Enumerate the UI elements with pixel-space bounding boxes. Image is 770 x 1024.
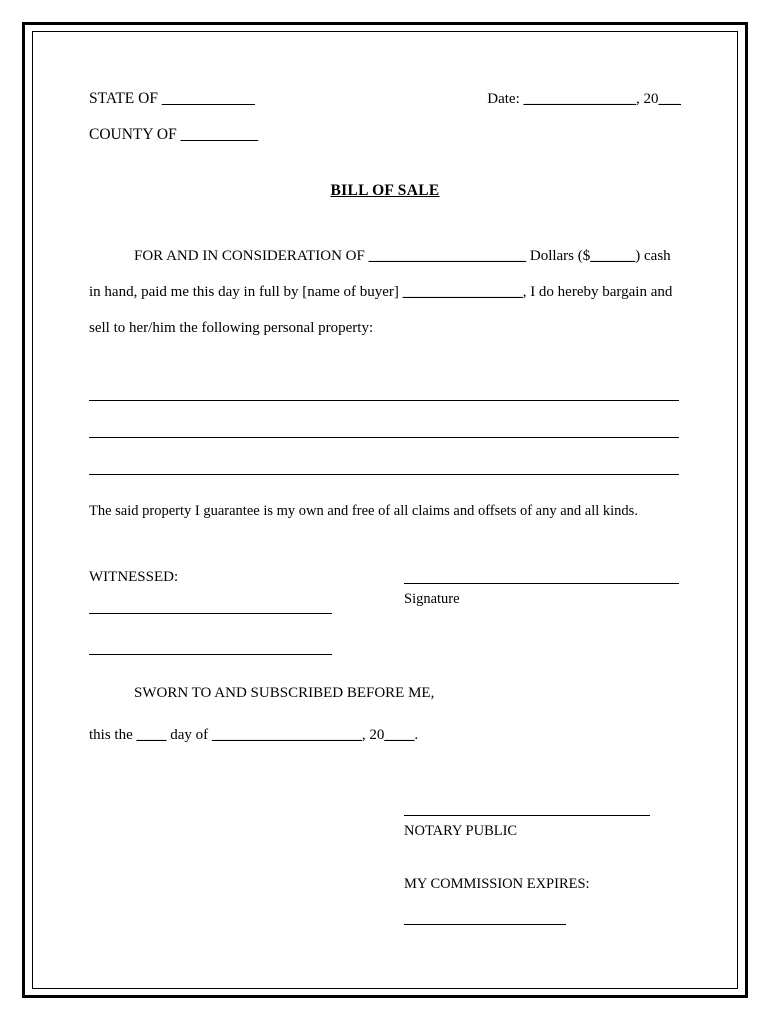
document-title: BILL OF SALE	[330, 182, 440, 199]
buyer-line-pre: in hand, paid me this day in full by [name of buyer]	[89, 284, 399, 300]
county-blank: __________	[180, 126, 259, 143]
witnessed-label: WITNESSED:	[89, 569, 179, 585]
property-intro-line: sell to her/him the following personal property:	[89, 320, 374, 336]
property-line-2	[89, 401, 679, 438]
date-label: Date:	[487, 91, 520, 107]
notary-block	[89, 815, 681, 945]
date-blank: _______________	[523, 91, 636, 107]
year-blank: ____	[384, 727, 415, 743]
consideration-lead: FOR AND IN CONSIDERATION OF	[134, 248, 365, 264]
dollars-label: Dollars ($	[529, 248, 591, 264]
buyer-name-blank: ________________	[402, 284, 523, 300]
year-prefix: , 20	[361, 727, 385, 743]
this-the-line	[89, 725, 681, 745]
witness-signature-line-1	[89, 613, 332, 614]
day-of-label: day of	[170, 727, 209, 743]
sworn-text: SWORN TO AND SUBSCRIBED BEFORE ME,	[134, 685, 435, 701]
dollars-close: ) cash	[635, 248, 671, 264]
commission-expires-line	[404, 924, 566, 925]
sworn-line	[89, 683, 681, 703]
date-year-blank: ___	[658, 91, 681, 107]
property-description-lines	[89, 364, 681, 475]
consideration-blank: _____________________	[368, 248, 527, 264]
this-the-pre: this the	[89, 727, 133, 743]
county-label: COUNTY OF	[89, 126, 177, 143]
notary-public-label: NOTARY PUBLIC	[404, 823, 518, 839]
property-line-1	[89, 364, 679, 401]
date-year-prefix: , 20	[636, 91, 659, 107]
signature-line	[404, 583, 679, 584]
commission-expires-label: MY COMMISSION EXPIRES:	[404, 876, 590, 892]
signature-label: Signature	[404, 591, 460, 607]
year-period: .	[414, 727, 419, 743]
state-line	[89, 88, 255, 110]
state-blank: ____________	[161, 90, 255, 107]
dollars-blank: ______	[590, 248, 636, 264]
date-line	[487, 88, 681, 110]
document-content	[89, 88, 681, 918]
buyer-line-post: , I do hereby bargain and	[522, 284, 673, 300]
property-line-3	[89, 438, 679, 475]
notary-signature-line	[404, 815, 650, 816]
guarantee-text: The said property I guarantee is my own and free of all claims and offsets of any and all kinds.	[89, 503, 638, 519]
county-line	[89, 124, 681, 146]
state-label: STATE OF	[89, 90, 158, 107]
witness-section	[89, 569, 681, 669]
title-wrap	[89, 182, 681, 200]
header-row	[89, 88, 681, 110]
month-blank: ____________________	[211, 727, 362, 743]
witness-signature-line-2	[89, 654, 332, 655]
consideration-paragraph	[89, 238, 681, 346]
day-blank: ____	[136, 727, 167, 743]
